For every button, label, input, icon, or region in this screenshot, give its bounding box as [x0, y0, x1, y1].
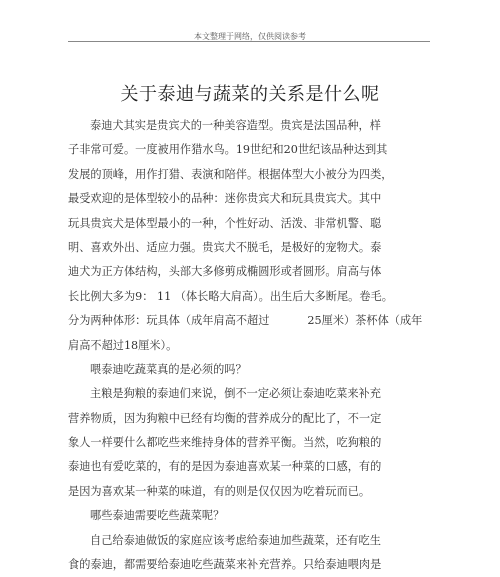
header-divider: [68, 41, 430, 42]
paragraph-line: 营养物质，因为狗粮中已经有均衡的营养成分的配比了，不一定: [68, 411, 382, 425]
paragraph-line: 发展的顶峰，用作打猎、表演和陪伴。根据体型大小被分为四类，: [68, 167, 393, 181]
paragraph-line: 象人一样要什么都吃些来维持身体的营养平衡。当然，吃狗粮的: [68, 436, 382, 450]
paragraph-line: 子非常可爱。一度被用作猎水鸟。19世纪和20世纪该品种达到其: [68, 143, 388, 157]
paragraph-line: 玩具贵宾犬是体型最小的一种，个性好动、活泼、非常机警、聪: [68, 216, 382, 230]
document-body: [68, 114, 423, 577]
paragraph-line: 泰迪也有爱吃菜的，有的是因为泰迪喜欢某一种菜的口感，有的: [68, 460, 382, 474]
section-question: 哪些泰迪需要吃些蔬菜呢？: [90, 509, 225, 523]
paragraph-line: 肩高不超过18厘米）。: [68, 338, 178, 352]
line-segment: 25厘米）茶杯体（成年: [307, 314, 423, 328]
paragraph-line: 最受欢迎的是体型较小的品种：迷你贵宾犬和玩具贵宾犬。其中: [68, 192, 382, 206]
paragraph-line: 泰迪犬其实是贵宾犬的一种美容造型。贵宾是法国品种，样: [90, 119, 381, 132]
paragraph-line: [68, 309, 423, 333]
document-title: 关于泰迪与蔬菜的关系是什么呢: [120, 84, 380, 105]
paragraph-line: 主粮是狗粮的泰迪们来说，倒不一定必须让泰迪吃菜来补充: [90, 387, 381, 401]
paragraph-line: 是因为喜欢某一种菜的味道，有的则是仅仅因为吃着玩而已。: [68, 484, 371, 498]
paragraph-line: 长比例大多为9： 11 （体长略大肩高）。出生后大多断尾。卷毛。: [68, 289, 393, 303]
paragraph-line: 食的泰迪，都需要给泰迪吃些蔬菜来补充营养。只给泰迪喂肉是: [68, 558, 382, 572]
paragraph-line: 迪犬为正方体结构，头部大多修剪成椭圆形或者圆形。肩高与体: [68, 265, 382, 279]
header-note: 本文整理于网络，仅供阅读参考: [194, 32, 306, 41]
paragraph-line: 明、喜欢外出、适应力强。贵宾犬不脱毛，是极好的宠物犬。泰: [68, 240, 382, 254]
section-question: 喂泰迪吃蔬菜真的是必须的吗？: [90, 362, 247, 376]
page-header: [0, 0, 500, 44]
line-segment: 分为两种体形：玩具体（成年肩高不超过: [68, 314, 270, 328]
paragraph-line: 自己给泰迪做饭的家庭应该考虑给泰迪加些蔬菜，还有吃生: [90, 533, 381, 547]
